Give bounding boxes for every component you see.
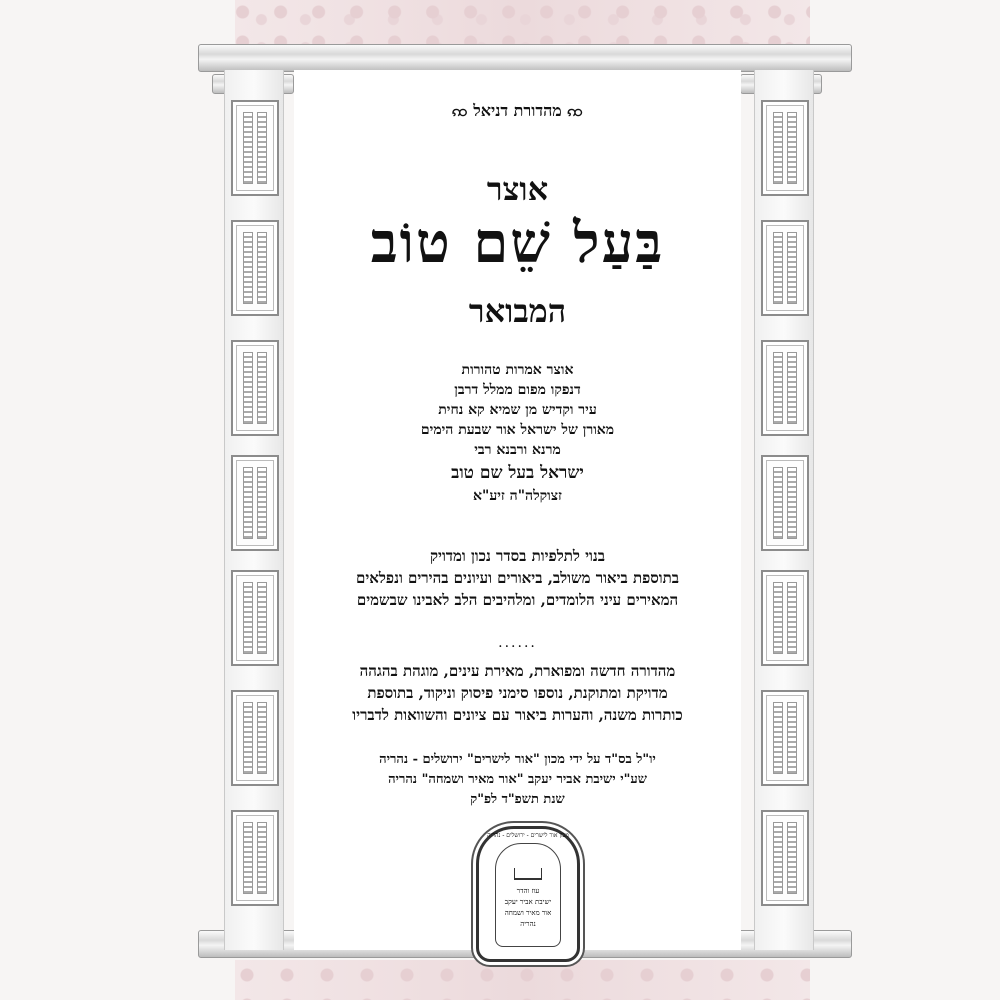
intro-block xyxy=(294,360,741,506)
intro-line: מרנא ורבנא רבי xyxy=(474,442,561,458)
column-panel xyxy=(231,810,279,906)
title-page xyxy=(294,70,741,950)
column-panel xyxy=(231,455,279,551)
seal-line: נהריה xyxy=(520,920,536,928)
column-panel xyxy=(761,810,809,906)
intro-line: אוצר אמרות טהורות xyxy=(461,362,574,378)
intro-line: זצוקלה"ה זיע"א xyxy=(473,488,562,504)
book-icon xyxy=(496,868,560,886)
column-panel xyxy=(231,220,279,316)
top-ornament-band xyxy=(235,0,810,46)
publisher-line: שנת תשפ"ד לפ"ק xyxy=(470,792,565,807)
seal-ring-text: מכון אור לישרים - ירושלים - נהריה xyxy=(487,832,569,839)
publisher-line: שע"י ישיבת אביר יעקב "אור מאיר ושמחה" נהריה xyxy=(388,772,647,787)
intro-name-line: ישראל בעל שם טוב xyxy=(451,463,584,483)
title-subtitle: המבואר xyxy=(468,292,567,330)
arrangement-line: המאירים עיני הלומדים, ומלהיבים הלב לאבינו שבשמים xyxy=(356,591,679,609)
arrangement-line: בתוספת ביאור משולב, ביאורים ועיונים בהירים ונפלאים xyxy=(355,569,680,587)
column-panel xyxy=(761,690,809,786)
edition-line: מהדורה חדשה ומפוארת, מאירת עינים, מוגהת בהגהה xyxy=(359,662,676,680)
column-panel xyxy=(231,340,279,436)
column-panel xyxy=(761,570,809,666)
column-panel xyxy=(761,220,809,316)
title-small: אוצר xyxy=(486,170,549,208)
edition-block xyxy=(294,660,741,726)
publisher-block xyxy=(294,750,741,810)
bottom-ornament-band xyxy=(235,960,810,1000)
seal-inner xyxy=(495,843,561,947)
edition-text: מהדורת דניאל xyxy=(473,101,562,120)
top-entablature xyxy=(198,44,852,72)
book-title: בַּעַל שֵׁם טוֹב xyxy=(370,210,665,276)
right-column xyxy=(754,70,814,950)
column-panel xyxy=(761,455,809,551)
edition-label xyxy=(294,100,741,124)
left-column xyxy=(224,70,284,950)
intro-line: מאורן של ישראל אור שבעת הימים xyxy=(420,422,615,438)
column-panel xyxy=(231,690,279,786)
intro-line: דנפקו מפום ממלל דרבן xyxy=(454,382,581,398)
edition-line: מדויקת ומתוקנת, נוספו סימני פיסוק וניקוד, בתוספת xyxy=(367,684,668,702)
scroll-ornament-icon: ꩡ xyxy=(567,101,583,120)
publisher-line: יו"ל בס"ד על ידי מכון "אור לישרים" ירושלים - נהריה xyxy=(379,752,656,767)
column-panel xyxy=(231,570,279,666)
column-panel xyxy=(231,100,279,196)
seal-line: עוז והדר xyxy=(516,887,540,895)
publisher-seal-logo xyxy=(476,826,580,962)
scroll-ornament-icon: ꩡ xyxy=(452,101,468,120)
seal-line: ישיבת אביר יעקב xyxy=(504,898,552,906)
arrangement-line: בנוי לתלפיות בסדר נכון ומדויק xyxy=(430,547,605,565)
arrangement-block xyxy=(294,545,741,611)
seal-line: אור מאיר ושמחה xyxy=(504,909,552,917)
intro-line: עיר וקדיש מן שמיא קא נחית xyxy=(438,402,597,418)
dot-divider: ...... xyxy=(498,635,537,651)
edition-line: כותרות משנה, והערות ביאור עם ציונים והשוואות לדבריו xyxy=(352,706,683,724)
column-panel xyxy=(761,340,809,436)
column-panel xyxy=(761,100,809,196)
